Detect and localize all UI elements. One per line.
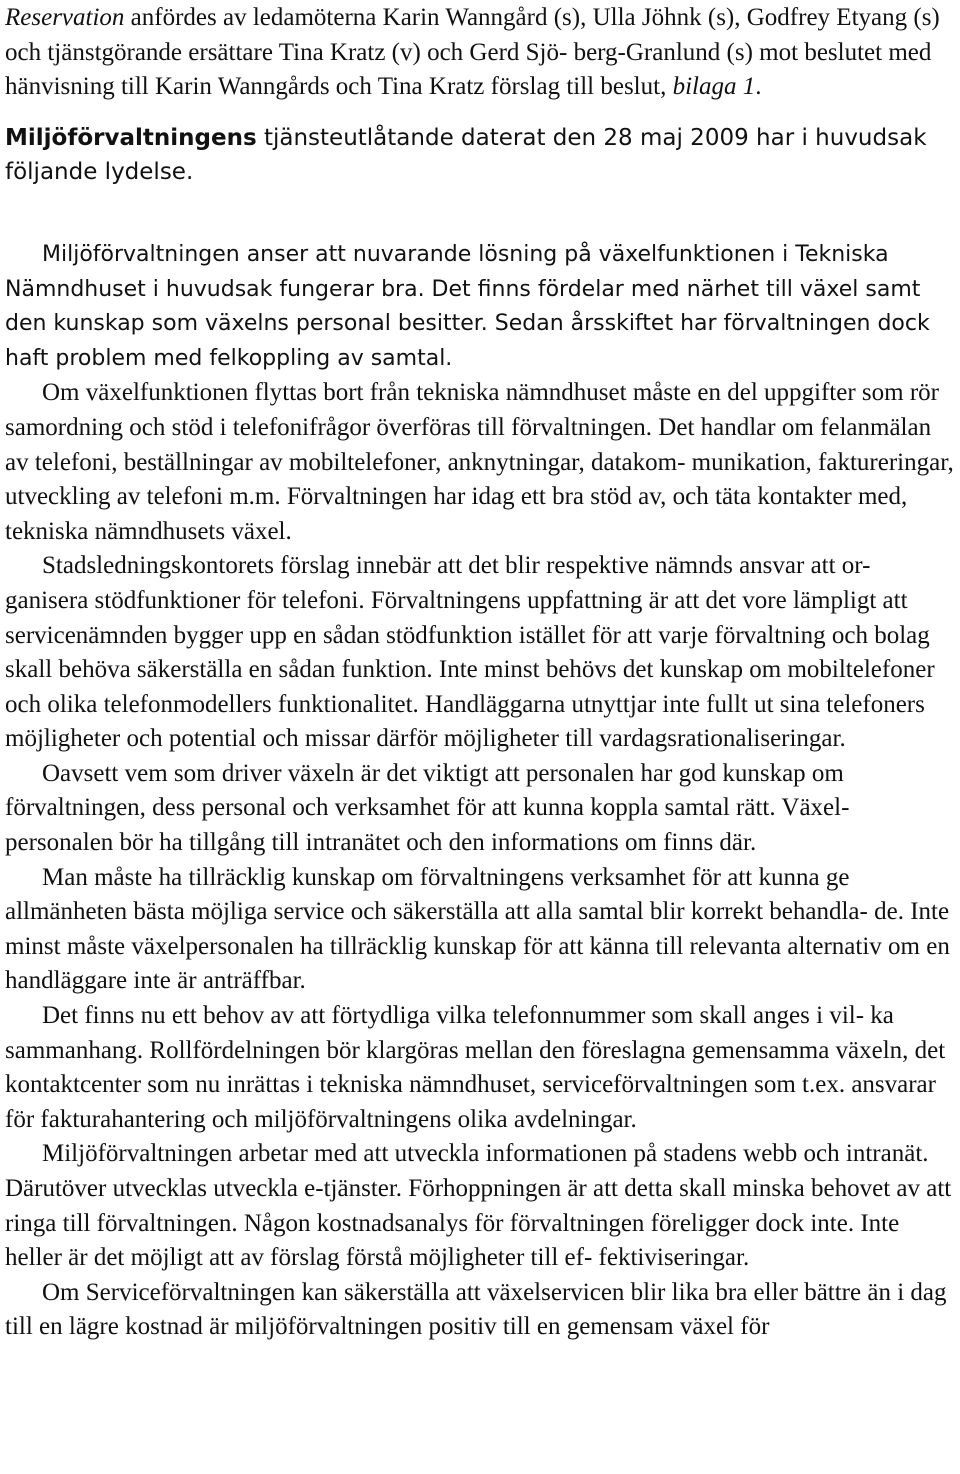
reservation-text: anfördes av ledamöterna Karin Wanngård (s), Ulla Jöhnk (s), Godfrey Etyang (s) och tjänstgörande ersättare Tina Kratz (v) och Gerd Sjö- berg-Granlund (s) mot beslutet med hänvisning till Karin Wanngårds och Tina Kratz förslag till beslut, <box>5 4 940 101</box>
statement-intro-paragraph <box>5 121 955 190</box>
body-paragraph-2: Stadsledningskontorets förslag innebär att det blir respektive nämnds ansvar att or- ganisera stödfunktioner för telefoni. Förvaltningens uppfattning är att det vore lämpligt att servicenämnden bygger upp en sådan stödfunktion istället för att varje förvaltning och bolag skall behöva säkerställa en sådan funktion. Inte minst behövs det kunskap om mobiltelefoner och olika telefonmodellers funktionalitet. Handläggarna utnyttjar inte fullt ut sina telefoners möjligheter och potential och missar därför möjligheter till vardagsrationaliseringar. <box>5 552 935 753</box>
reservation-paragraph <box>5 1 955 105</box>
quote-paragraph: Miljöförvaltningen anser att nuvarande lösning på växelfunktionen i Tekniska Nämndhuset i huvudsak fungerar bra. Det finns fördelar med närhet till växel samt den kunskap som växelns personal besitter. Sedan årsskiftet har förvaltningen dock haft problem med felkoppling av samtal. <box>5 241 930 371</box>
body-paragraph-4: Man måste ha tillräcklig kunskap om förvaltningens verksamhet för att kunna ge allmänheten bästa möjliga service och säkerställa att alla samtal blir korrekt behandla- de. Inte minst måste växelpersonalen ha tillräcklig kunskap för att känna till relevanta alternativ om en handläggare inte är anträffbar. <box>5 863 950 995</box>
statement-office-name: Miljöförvaltningens <box>5 124 257 151</box>
body-paragraph-6: Miljöförvaltningen arbetar med att utveckla informationen på stadens webb och intranät. Därutöver utvecklas utveckla e-tjänster. Förhoppningen är att detta skall minska behovet av att ringa till förvaltningen. Någon kostnadsanalys för förvaltningen föreligger dock inte. Inte heller är det möjligt att av förslag förstå möjligheter till ef- fektiviseringar. <box>5 1140 952 1272</box>
reservation-lead-word: Reservation <box>5 4 125 31</box>
document-page <box>5 0 955 1474</box>
attachment-reference: bilaga 1 <box>672 73 756 101</box>
body-paragraph-5: Det finns nu ett behov av att förtydliga vilka telefonnummer som skall anges i vil- ka sammanhang. Rollfördelningen bör klargöras mellan den föreslagna gemensamma växeln, det kontaktcenter som nu inrättas i tekniska nämndhuset, serviceförvaltningen som t.ex. ansvarar för fakturahantering och miljöförvaltningens olika avdelningar. <box>5 1002 946 1133</box>
statement-intro-text: tjänsteutlåtande daterat den 28 maj 2009 har i huvudsak följande lydelse. <box>5 124 927 186</box>
body-paragraph-1: Om växelfunktionen flyttas bort från tekniska nämndhuset måste en del uppgifter som rör samordning och stöd i telefonifrågor överföras till förvaltningen. Det handlar om felanmälan av telefoni, beställningar av mobiltelefoner, anknytningar, datakom- munikation, faktureringar, utveckling av telefoni m.m. Förvaltningen har idag ett bra stöd av, och täta kontakter med, tekniska nämndhusets växel. <box>5 379 954 545</box>
reservation-end: . <box>755 73 762 101</box>
body-paragraph-3: Oavsett vem som driver växeln är det viktigt att personalen har god kunskap om förvaltningen, dess personal och verksamhet för att kunna koppla samtal rätt. Växel- personalen bör ha tillgång till intranätet och den informations om finns där. <box>5 759 850 857</box>
body-paragraph-7: Om Serviceförvaltningen kan säkerställa att växelservicen blir lika bra eller bättre än i dag till en lägre kostnad är miljöförvaltningen positiv till en gemensam växel för <box>5 1278 947 1341</box>
